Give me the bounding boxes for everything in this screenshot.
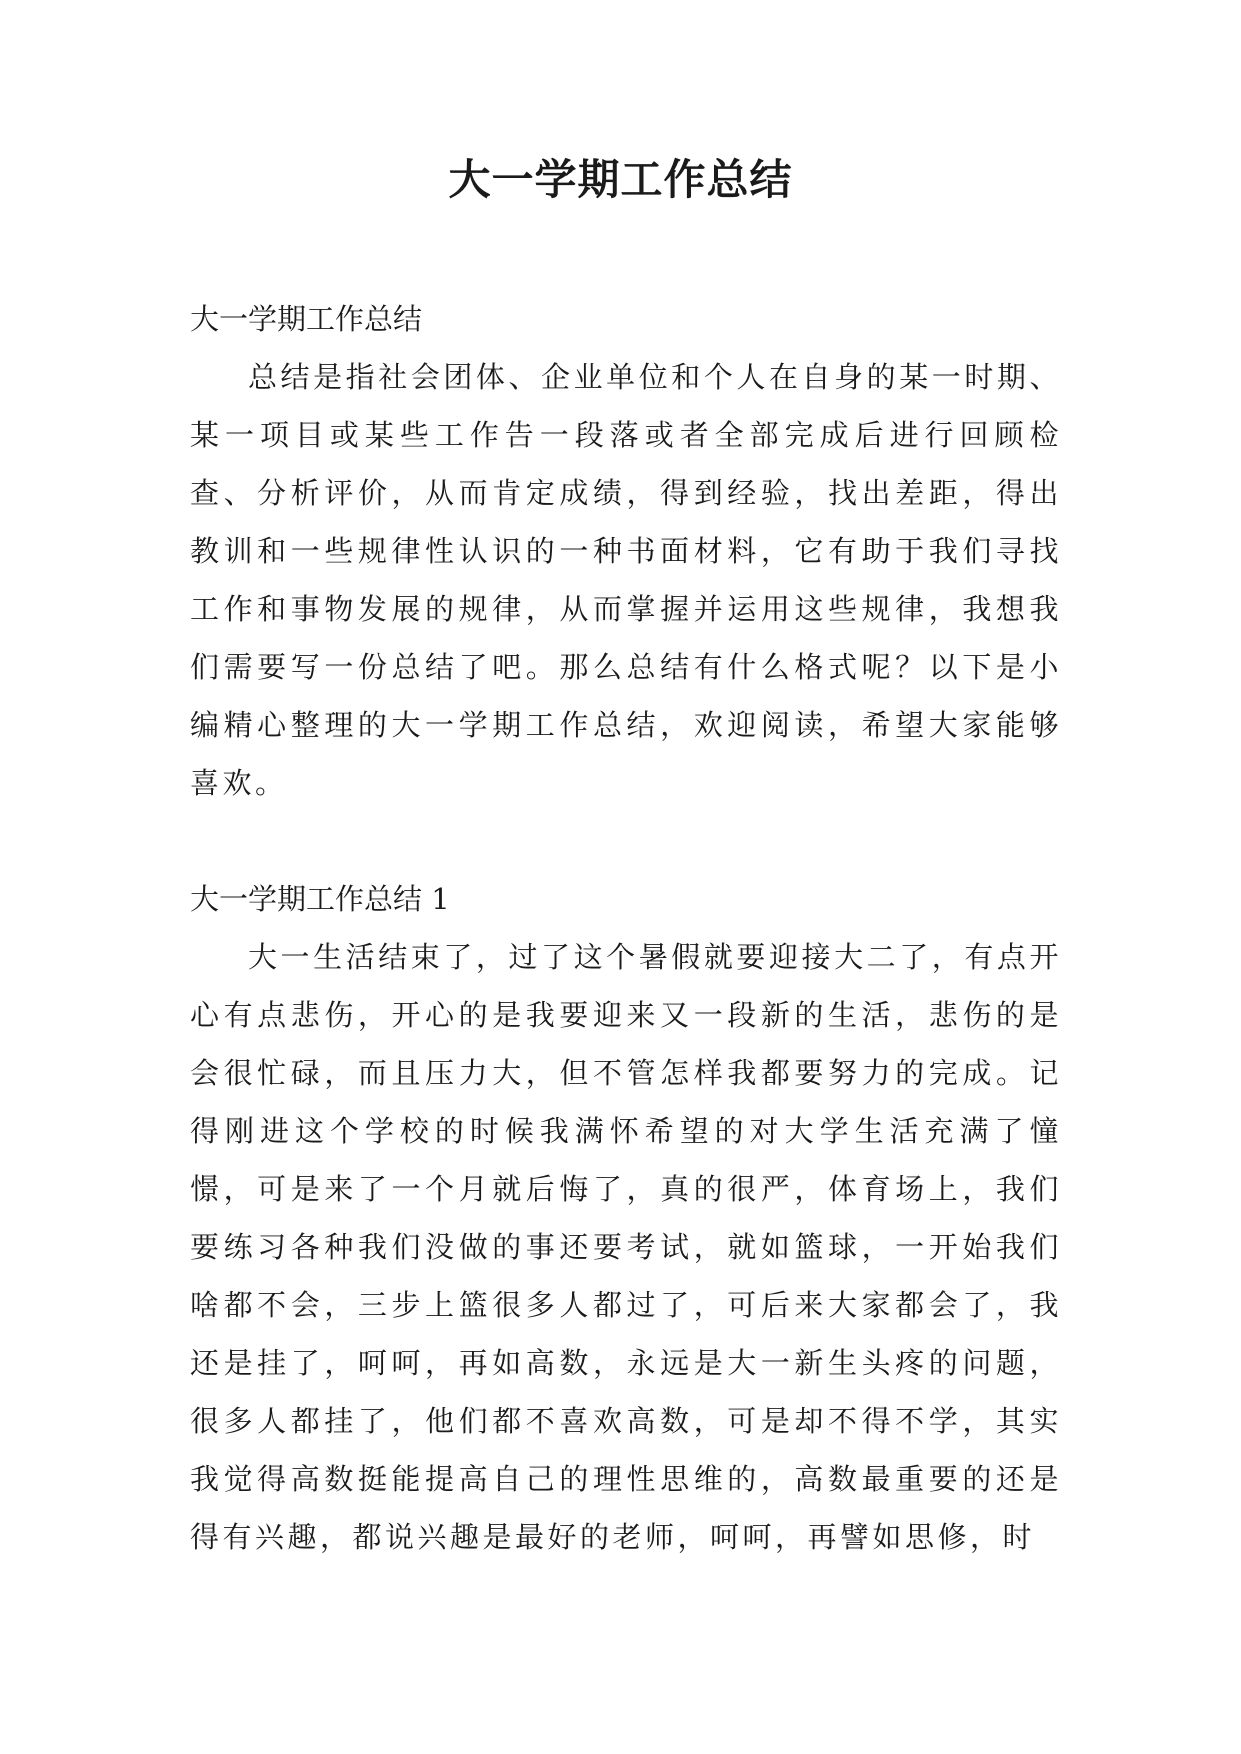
section1-heading: 大一学期工作总结 1 bbox=[190, 882, 450, 916]
intro-paragraph: 总结是指社会团体、企业单位和个人在自身的某一时期、某一项目或某些工作告一段落或者全部完成后进行回顾检查、分析评价，从而肯定成绩，得到经验，找出差距，得出教训和一些规律性认识的一种书面材料，它有助于我们寻找工作和事物发展的规律，从而掌握并运用这些规律，我想我们需要写一份总结了吧。那么总结有什么格式呢？以下是小编精心整理的大一学期工作总结，欢迎阅读，希望大家能够喜欢。 bbox=[190, 360, 1062, 800]
intro-heading: 大一学期工作总结 bbox=[190, 302, 423, 336]
section1-paragraph: 大一生活结束了，过了这个暑假就要迎接大二了，有点开心有点悲伤，开心的是我要迎来又一段新的生活，悲伤的是会很忙碌，而且压力大，但不管怎样我都要努力的完成。记得刚进这个学校的时候我满怀希望的对大学生活充满了憧憬，可是来了一个月就后悔了，真的很严，体育场上，我们要练习各种我们没做的事还要考试，就如篮球，一开始我们啥都不会，三步上篮很多人都过了，可后来大家都会了，我还是挂了，呵呵，再如高数，永远是大一新生头疼的问题，很多人都挂了，他们都不喜欢高数，可是却不得不学，其实我觉得高数挺能提高自己的理性思维的，高数最重要的还是得有兴趣，都说兴趣是最好的老师，呵呵，再譬如思修，时 bbox=[190, 940, 1062, 1554]
document-title: 大一学期工作总结 bbox=[448, 155, 793, 204]
document-body bbox=[190, 290, 1062, 1566]
section-spacer bbox=[190, 812, 1062, 870]
